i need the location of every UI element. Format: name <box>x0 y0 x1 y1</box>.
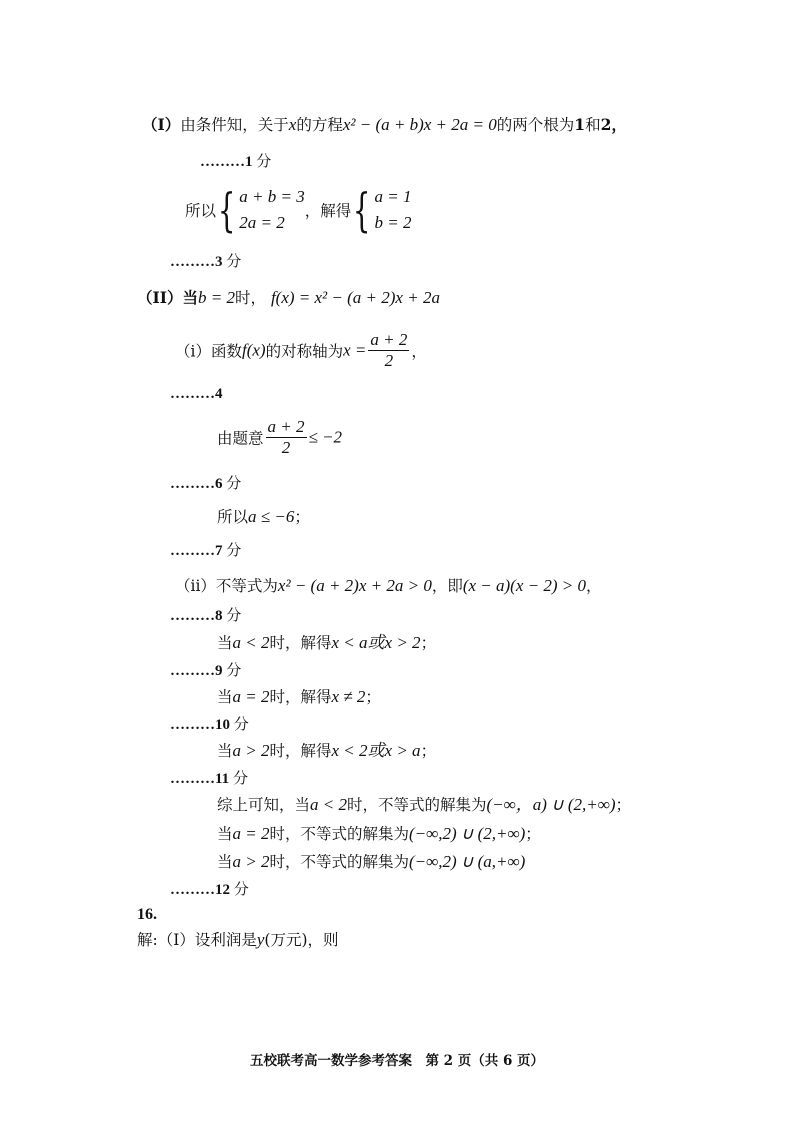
part1-root-1: 1 <box>574 115 586 134</box>
score-marker: ………3 分 <box>170 252 242 270</box>
case2-line: 当a = 2时，解得x ≠ 2； <box>217 687 381 706</box>
question-16-number: 16. <box>137 906 157 923</box>
part1-text-b: 的方程 <box>296 116 343 134</box>
brace-icon: { <box>353 183 371 237</box>
equation-system-1 <box>216 184 305 236</box>
summary-line-3: 当a > 2时，不等式的解集为(−∞,2) ∪ (a,+∞) <box>217 852 526 871</box>
system1-row1: a + b = 3 <box>239 187 305 206</box>
sub-i-line: （i）函数f(x)的对称轴为x = $\frac{a + 2}{2}$ ， <box>175 330 427 370</box>
score-marker: ………9 分 <box>170 661 242 679</box>
sub-ii-line: （ii）不等式为x² − (a + 2)x + 2a > 0，即(x − a)(x − 2) > 0， <box>175 576 602 595</box>
case1-line: 当a < 2时，解得x < a或x > 2； <box>217 633 437 652</box>
score-marker: ………8 分 <box>170 606 242 624</box>
score-marker: ………11 分 <box>170 769 248 787</box>
jiede-text: ，解得 <box>304 202 352 220</box>
system2-row1: a = 1 <box>374 187 412 206</box>
part1-text-and: 和 <box>585 116 601 134</box>
part1-label: （I） <box>142 115 181 134</box>
score-marker: ………10 分 <box>170 715 249 733</box>
summary-line-1: 综上可知，当a < 2时，不等式的解集为(−∞，a) ∪ (2,+∞)； <box>217 795 632 814</box>
system1-row2: 2a = 2 <box>239 213 285 232</box>
score-marker: ………12 分 <box>170 880 249 898</box>
part1-equation: x² − (a + b)x + 2a = 0 <box>342 115 497 134</box>
result1-line: 所以a ≤ −6； <box>217 507 310 526</box>
sub-i-label: （i）函数 <box>175 342 242 361</box>
brace-icon: { <box>217 183 236 237</box>
sub-ii-label: （ii）不等式为 <box>175 577 278 595</box>
equation-system-2 <box>351 184 411 236</box>
fx-symbol: f(x) <box>241 340 266 360</box>
question-16-line: 解:（I）设利润是y(万元)，则 <box>137 930 339 949</box>
score-marker: ………6 分 <box>170 474 242 492</box>
axis-fraction: $\frac{a + 2}{2}$ <box>370 330 408 370</box>
case3-line: 当a > 2时，解得x < 2或x > a； <box>217 741 437 760</box>
youti-line: 由题意 $\frac{a + 2}{2}$ ≤ −2 <box>217 417 343 457</box>
part1-text-a: 由条件知，关于 <box>180 116 289 134</box>
summary-line-2: 当a = 2时，不等式的解集为(−∞,2) ∪ (2,+∞)； <box>217 824 541 843</box>
part2-label: （II）当 <box>137 288 199 307</box>
suoyi-text: 所以 <box>185 202 217 220</box>
part1-root-2: 2， <box>600 115 627 134</box>
page-footer: 五校联考高一数学参考答案 第 2 页（共 6 页） <box>249 1053 545 1069</box>
part2-condition: b = 2 <box>198 288 235 307</box>
result-a-le-minus6: a ≤ −6 <box>248 507 295 526</box>
part1-text-c: 的两个根为 <box>496 116 575 134</box>
system-line <box>185 184 412 236</box>
score-marker: ………7 分 <box>170 541 242 559</box>
part1-line <box>142 114 627 136</box>
system2-row2: b = 2 <box>374 213 412 232</box>
part2-header-line: （II）当b = 2时， f(x) = x² − (a + 2)x + 2a <box>137 288 440 307</box>
score-marker: ………1 分 <box>200 152 272 170</box>
score-marker: ………4 <box>170 386 223 402</box>
condition-fraction: $\frac{a + 2}{2}$ <box>267 417 305 457</box>
fx-definition: f(x) = x² − (a + 2)x + 2a <box>270 288 440 307</box>
var-x: x <box>288 115 297 134</box>
